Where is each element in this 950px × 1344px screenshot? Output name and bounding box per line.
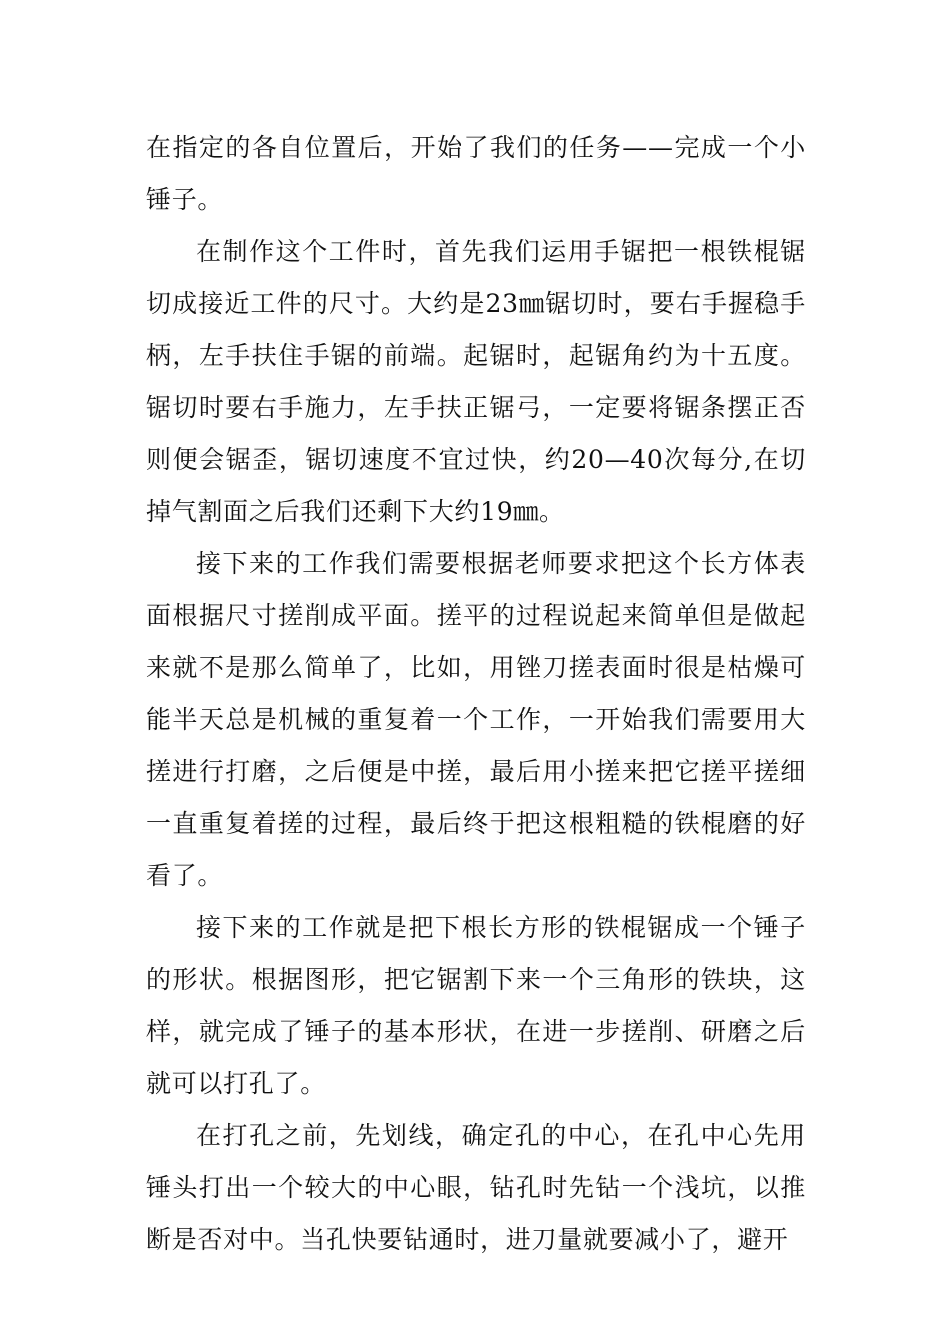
document-body: [146, 122, 806, 1266]
paragraph-5: 在打孔之前，先划线，确定孔的中心，在孔中心先用锤头打出一个较大的中心眼，钻孔时先钻一个浅坑，以推断是否对中。当孔快要钻通时，进刀量就要减小了，避开: [146, 1121, 806, 1254]
paragraph-4: 接下来的工作就是把下根长方形的铁棍锯成一个锤子的形状。根据图形，把它锯割下来一个三角形的铁块，这样，就完成了锤子的基本形状，在进一步搓削、研磨之后就可以打孔了。: [146, 913, 806, 1098]
paragraph-1: 在指定的各自位置后，开始了我们的任务——完成一个小锤子。: [146, 133, 806, 214]
paragraph-2: 在制作这个工件时，首先我们运用手锯把一根铁棍锯切成接近工件的尺寸。大约是23㎜锯切时，要右手握稳手柄，左手扶住手锯的前端。起锯时，起锯角约为十五度。锯切时要右手施力，左手扶正锯弓，一定要将锯条摆正否则便会锯歪，锯切速度不宜过快，约20—40次每分,在切掉气割面之后我们还剩下大约19㎜。: [146, 237, 806, 526]
paragraph-3: 接下来的工作我们需要根据老师要求把这个长方体表面根据尺寸搓削成平面。搓平的过程说起来简单但是做起来就不是那么简单了，比如，用锉刀搓表面时很是枯燥可能半天总是机械的重复着一个工作，一开始我们需要用大搓进行打磨，之后便是中搓，最后用小搓来把它搓平搓细一直重复着搓的过程，最后终于把这根粗糙的铁棍磨的好看了。: [146, 549, 806, 890]
